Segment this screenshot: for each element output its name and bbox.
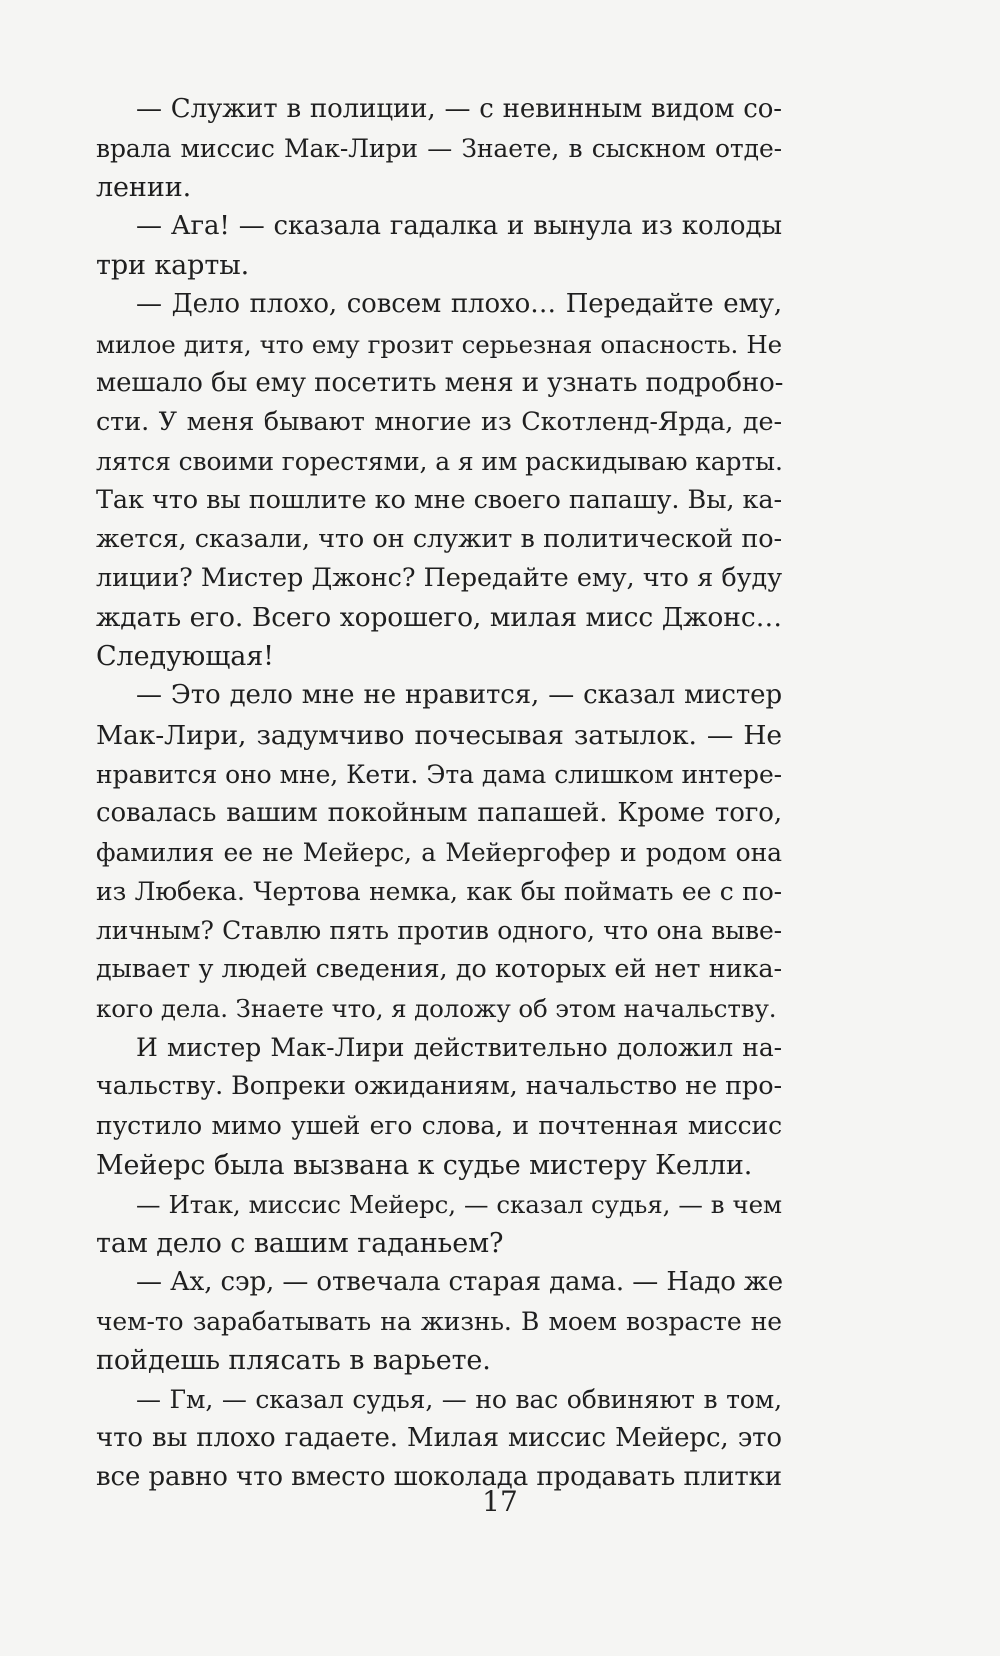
text-line: лятся своими горестями, а я им раскидываю карты. xyxy=(96,446,783,476)
text-line: Мак-Лири, задумчиво почесывая затылок. — Не xyxy=(96,719,782,751)
text-line: врала миссис Мак-Лири — Знаете, в сыскном отде- xyxy=(96,134,782,164)
text-line: там дело с вашим гаданьем? xyxy=(96,1227,504,1259)
text-line: Мейерс была вызвана к судье мистеру Келли. xyxy=(96,1149,753,1181)
text-line: все равно что вместо шоколада продавать плитки xyxy=(96,1462,782,1493)
text-line: лиции? Мистер Джонс? Передайте ему, что я буду xyxy=(96,563,782,594)
text-line: личным? Ставлю пять против одного, что она выве- xyxy=(96,915,782,945)
text-line: — Служит в полиции, — с невинным видом со- xyxy=(136,94,782,124)
text-line: нравится оно мне, Кети. Эта дама слишком интере- xyxy=(96,759,782,789)
text-line: пойдешь плясать в варьете. xyxy=(96,1345,491,1376)
text-line: чем-то зарабатывать на жизнь. В моем возрасте не xyxy=(96,1306,782,1336)
text-line: ждать его. Всего хорошего, милая мисс Джонс… xyxy=(96,602,782,634)
text-line: совалась вашим покойным папашей. Кроме того, xyxy=(96,797,782,828)
text-line: Следующая! xyxy=(96,641,274,673)
text-line: Так что вы пошлите ко мне своего папашу. Вы, ка- xyxy=(96,484,782,515)
page-number: 17 xyxy=(482,1485,518,1518)
text-line: — Это дело мне не нравится, — сказал мистер xyxy=(136,680,782,711)
text-line: из Любека. Чертова немка, как бы поймать ее с по- xyxy=(96,876,782,906)
text-line: — Ага! — сказала гадалка и вынула из колоды xyxy=(136,211,782,242)
text-line: — Гм, — сказал судья, — но вас обвиняют в том, xyxy=(136,1385,782,1415)
text-line: фамилия ее не Мейерс, а Мейергофер и родом она xyxy=(96,837,782,867)
body-text xyxy=(96,90,782,1497)
text-line: что вы плохо гадаете. Милая миссис Мейерс, это xyxy=(96,1423,782,1454)
text-line: мешало бы ему посетить меня и узнать подробно- xyxy=(96,367,784,398)
text-line: И мистер Мак-Лири действительно доложил на- xyxy=(136,1033,782,1063)
text-line: — Дело плохо, совсем плохо… Передайте ему, xyxy=(136,289,782,320)
text-line: — Ах, сэр, — отвечала старая дама. — Надо же xyxy=(136,1266,784,1297)
text-line: три карты. xyxy=(96,250,250,282)
text-line: сти. У меня бывают многие из Скотленд-Ярда, де- xyxy=(96,406,782,437)
text-line: жется, сказали, что он служит в политической по- xyxy=(96,524,782,555)
text-line: чальству. Вопреки ожиданиям, начальство не про- xyxy=(96,1071,782,1102)
text-line: — Итак, миссис Мейерс, — сказал судья, — в чем xyxy=(136,1189,782,1219)
text-line: лении. xyxy=(96,172,192,204)
text-line: дывает у людей сведения, до которых ей нет ника- xyxy=(96,954,782,985)
text-line: милое дитя, что ему грозит серьезная опасность. Не xyxy=(96,329,782,359)
text-line: кого дела. Знаете что, я доложу об этом начальству. xyxy=(96,994,777,1024)
text-line: пустило мимо ушей его слова, и почтенная миссис xyxy=(96,1111,782,1141)
